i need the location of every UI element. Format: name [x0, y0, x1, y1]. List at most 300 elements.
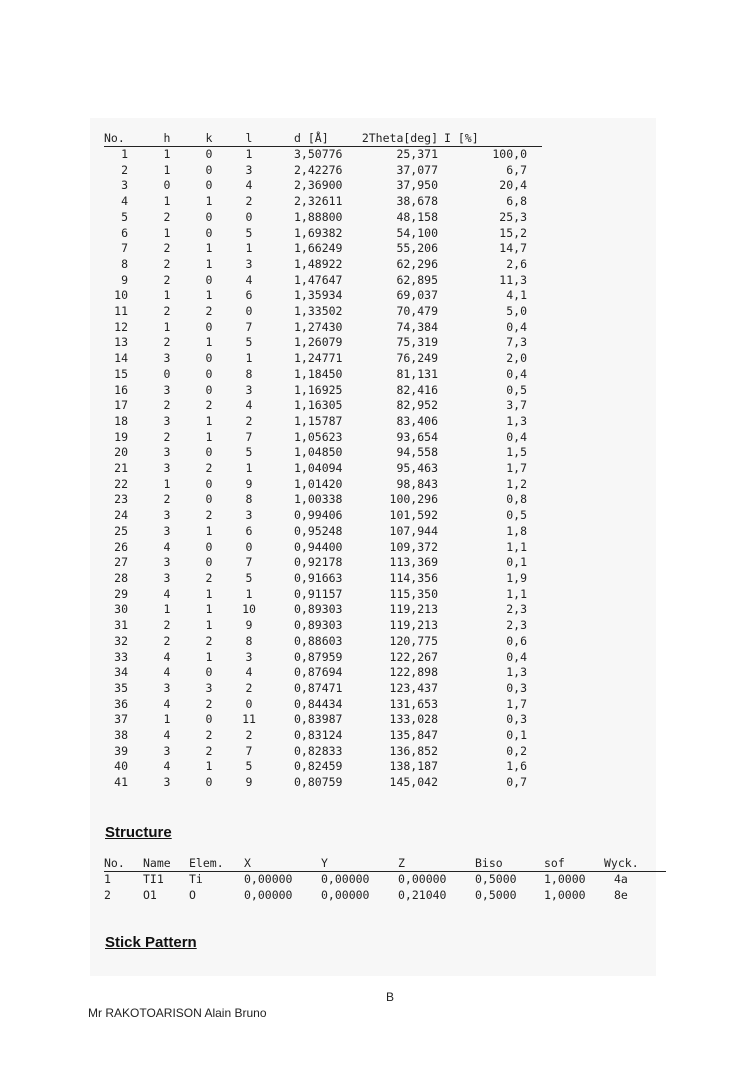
header-d-spacing: d [Å] — [294, 130, 358, 147]
cell-h: 4 — [163, 728, 171, 743]
cell-k: 1 — [205, 335, 213, 350]
cell-intensity: 6,7 — [506, 162, 527, 177]
table-row — [104, 351, 542, 367]
cell-no: 13 — [114, 335, 128, 350]
struct-header-y: Y — [321, 855, 398, 872]
cell-no: 1 — [121, 147, 128, 161]
cell-l: 7 — [245, 319, 253, 334]
cell-z: 0,21040 — [398, 887, 447, 902]
cell-intensity: 0,2 — [506, 743, 527, 758]
cell-k: 0 — [205, 665, 213, 680]
cell-l: 1 — [245, 461, 253, 476]
cell-y: 0,00000 — [321, 887, 370, 902]
cell-no: 15 — [114, 366, 128, 381]
cell-two-theta: 135,847 — [389, 728, 438, 743]
cell-h: 4 — [163, 649, 171, 664]
stick-pattern-heading: Stick Pattern — [105, 934, 197, 951]
cell-two-theta: 115,350 — [389, 586, 438, 601]
cell-intensity: 0,7 — [506, 775, 527, 790]
cell-h: 4 — [163, 665, 171, 680]
table-row — [104, 414, 542, 430]
cell-d-spacing: 1,18450 — [294, 366, 343, 381]
cell-no: 18 — [114, 413, 128, 428]
cell-no: 7 — [121, 241, 128, 256]
cell-h: 2 — [163, 241, 171, 256]
cell-k: 2 — [205, 633, 213, 648]
cell-k: 1 — [205, 586, 213, 601]
cell-intensity: 0,4 — [506, 649, 527, 664]
cell-h: 2 — [163, 398, 171, 413]
header-no: No. — [104, 130, 128, 147]
cell-h: 2 — [163, 429, 171, 444]
cell-h: 2 — [163, 492, 171, 507]
cell-two-theta: 94,558 — [396, 445, 438, 460]
cell-k: 0 — [205, 445, 213, 460]
cell-h: 4 — [163, 759, 171, 774]
cell-intensity: 14,7 — [499, 241, 527, 256]
cell-d-spacing: 2,36900 — [294, 178, 343, 193]
cell-l: 3 — [245, 508, 253, 523]
struct-header-sof: sof — [544, 855, 604, 872]
cell-two-theta: 145,042 — [389, 775, 438, 790]
cell-h: 1 — [163, 288, 171, 303]
table-row — [104, 178, 542, 194]
cell-k: 1 — [205, 523, 213, 538]
struct-header-x: X — [244, 855, 321, 872]
cell-two-theta: 70,479 — [396, 304, 438, 319]
cell-h: 0 — [163, 178, 171, 193]
cell-elem: O — [189, 887, 196, 902]
cell-no: 8 — [121, 256, 128, 271]
table-row — [104, 618, 542, 634]
cell-k: 2 — [205, 508, 213, 523]
table-row — [104, 288, 542, 304]
cell-no: 23 — [114, 492, 128, 507]
cell-k: 0 — [205, 539, 213, 554]
cell-d-spacing: 0,88603 — [294, 633, 343, 648]
cell-d-spacing: 2,42276 — [294, 162, 343, 177]
cell-d-spacing: 1,27430 — [294, 319, 343, 334]
cell-d-spacing: 0,87694 — [294, 665, 343, 680]
cell-intensity: 1,7 — [506, 461, 527, 476]
cell-no: 41 — [114, 775, 128, 790]
cell-no: 39 — [114, 743, 128, 758]
cell-intensity: 2,6 — [506, 256, 527, 271]
cell-k: 1 — [205, 429, 213, 444]
structure-header-row — [104, 855, 666, 872]
cell-d-spacing: 3,50776 — [294, 147, 343, 161]
cell-l: 1 — [245, 147, 253, 161]
cell-l: 4 — [245, 178, 253, 193]
cell-d-spacing: 2,32611 — [294, 194, 343, 209]
cell-d-spacing: 1,01420 — [294, 476, 343, 491]
cell-h: 1 — [163, 162, 171, 177]
table-row — [104, 461, 542, 477]
cell-intensity: 1,6 — [506, 759, 527, 774]
header-two-theta: 2Theta[deg] — [358, 130, 438, 147]
cell-l: 0 — [245, 696, 253, 711]
cell-intensity: 0,4 — [506, 429, 527, 444]
header-k: k — [205, 131, 213, 145]
cell-y: 0,00000 — [321, 872, 370, 886]
cell-h: 4 — [163, 539, 171, 554]
cell-d-spacing: 1,24771 — [294, 351, 343, 366]
struct-header-wyck: Wyck. — [604, 855, 666, 872]
cell-l: 5 — [245, 335, 253, 350]
table-row — [104, 697, 542, 713]
cell-intensity: 11,3 — [499, 272, 527, 287]
cell-h: 3 — [163, 461, 171, 476]
cell-l: 10 — [242, 602, 256, 617]
cell-l: 7 — [245, 555, 253, 570]
cell-wyck: 4a — [614, 872, 628, 886]
table-row — [104, 665, 542, 681]
table-row — [104, 888, 666, 904]
cell-h: 3 — [163, 382, 171, 397]
table-row — [104, 775, 542, 791]
cell-name: O1 — [143, 887, 157, 902]
cell-intensity: 1,9 — [506, 570, 527, 585]
cell-h: 2 — [163, 304, 171, 319]
cell-d-spacing: 0,91663 — [294, 570, 343, 585]
cell-two-theta: 119,213 — [389, 618, 438, 633]
table-row — [104, 712, 542, 728]
cell-k: 0 — [205, 272, 213, 287]
cell-name: TI1 — [143, 872, 164, 886]
cell-sof: 1,0000 — [544, 872, 586, 886]
cell-k: 0 — [205, 712, 213, 727]
cell-k: 2 — [205, 728, 213, 743]
cell-no: 27 — [114, 555, 128, 570]
cell-h: 2 — [163, 335, 171, 350]
cell-no: 3 — [121, 178, 128, 193]
cell-two-theta: 55,206 — [396, 241, 438, 256]
cell-h: 3 — [163, 508, 171, 523]
cell-d-spacing: 0,91157 — [294, 586, 343, 601]
table-row — [104, 492, 542, 508]
cell-two-theta: 38,678 — [396, 194, 438, 209]
cell-intensity: 1,2 — [506, 476, 527, 491]
cell-d-spacing: 0,87471 — [294, 680, 343, 695]
cell-d-spacing: 1,35934 — [294, 288, 343, 303]
cell-intensity: 1,1 — [506, 539, 527, 554]
cell-intensity: 15,2 — [499, 225, 527, 240]
cell-l: 5 — [245, 759, 253, 774]
table-row — [104, 744, 542, 760]
page-number: B — [385, 990, 394, 1004]
struct-header-elem: Elem. — [189, 855, 244, 872]
cell-two-theta: 109,372 — [389, 539, 438, 554]
cell-no: 22 — [114, 476, 128, 491]
cell-wyck: 8e — [614, 887, 628, 902]
cell-two-theta: 120,775 — [389, 633, 438, 648]
table-row — [104, 728, 542, 744]
cell-intensity: 0,3 — [506, 712, 527, 727]
cell-l: 3 — [245, 256, 253, 271]
cell-d-spacing: 0,94400 — [294, 539, 343, 554]
cell-h: 4 — [163, 696, 171, 711]
table-row — [104, 634, 542, 650]
cell-no: 16 — [114, 382, 128, 397]
cell-d-spacing: 0,87959 — [294, 649, 343, 664]
cell-h: 3 — [163, 523, 171, 538]
cell-h: 2 — [163, 272, 171, 287]
cell-intensity: 1,3 — [506, 665, 527, 680]
cell-l: 2 — [245, 194, 253, 209]
cell-k: 0 — [205, 492, 213, 507]
table-row — [104, 555, 542, 571]
cell-d-spacing: 1,15787 — [294, 413, 343, 428]
cell-l: 9 — [245, 775, 253, 790]
cell-intensity: 2,0 — [506, 351, 527, 366]
cell-k: 0 — [205, 225, 213, 240]
cell-two-theta: 113,369 — [389, 555, 438, 570]
cell-d-spacing: 1,04094 — [294, 461, 343, 476]
table-row — [104, 304, 542, 320]
cell-intensity: 0,8 — [506, 492, 527, 507]
table-row — [104, 163, 542, 179]
cell-intensity: 0,1 — [506, 555, 527, 570]
cell-intensity: 20,4 — [499, 178, 527, 193]
author-footer: Mr RAKOTOARISON Alain Bruno — [88, 1006, 267, 1020]
cell-intensity: 0,4 — [506, 319, 527, 334]
cell-two-theta: 48,158 — [396, 209, 438, 224]
cell-no: 38 — [114, 728, 128, 743]
cell-l: 8 — [245, 633, 253, 648]
cell-h: 1 — [163, 147, 171, 161]
cell-two-theta: 69,037 — [396, 288, 438, 303]
cell-no: 10 — [114, 288, 128, 303]
cell-l: 0 — [245, 304, 253, 319]
cell-k: 1 — [205, 602, 213, 617]
cell-k: 1 — [205, 413, 213, 428]
cell-two-theta: 54,100 — [396, 225, 438, 240]
cell-no: 5 — [121, 209, 128, 224]
table-row — [104, 226, 542, 242]
structure-body — [104, 872, 666, 904]
cell-l: 8 — [245, 366, 253, 381]
cell-d-spacing: 0,82459 — [294, 759, 343, 774]
cell-h: 2 — [163, 209, 171, 224]
header-l: l — [242, 130, 256, 147]
cell-h: 2 — [163, 618, 171, 633]
cell-no: 2 — [121, 162, 128, 177]
cell-intensity: 0,4 — [506, 366, 527, 381]
cell-two-theta: 107,944 — [389, 523, 438, 538]
cell-l: 1 — [245, 586, 253, 601]
cell-no: 26 — [114, 539, 128, 554]
cell-d-spacing: 1,66249 — [294, 241, 343, 256]
cell-d-spacing: 0,89303 — [294, 602, 343, 617]
cell-l: 1 — [245, 241, 253, 256]
cell-k: 0 — [205, 476, 213, 491]
cell-two-theta: 62,296 — [396, 256, 438, 271]
cell-no: 28 — [114, 570, 128, 585]
table-row — [104, 681, 542, 697]
header-intensity: I [%] — [438, 130, 527, 147]
cell-no: 2 — [104, 887, 111, 902]
table-row — [104, 430, 542, 446]
table-row — [104, 335, 542, 351]
cell-elem: Ti — [189, 872, 203, 886]
reflections-header-row — [104, 130, 542, 147]
cell-l: 0 — [245, 209, 253, 224]
cell-x: 0,00000 — [244, 887, 293, 902]
cell-h: 1 — [163, 602, 171, 617]
cell-no: 17 — [114, 398, 128, 413]
cell-intensity: 7,3 — [506, 335, 527, 350]
cell-l: 3 — [245, 649, 253, 664]
cell-two-theta: 122,898 — [389, 665, 438, 680]
cell-d-spacing: 0,83987 — [294, 712, 343, 727]
cell-d-spacing: 0,83124 — [294, 728, 343, 743]
cell-d-spacing: 1,04850 — [294, 445, 343, 460]
cell-no: 33 — [114, 649, 128, 664]
struct-header-no: No. — [104, 855, 143, 872]
cell-d-spacing: 1,69382 — [294, 225, 343, 240]
cell-two-theta: 138,187 — [389, 759, 438, 774]
cell-k: 0 — [205, 775, 213, 790]
cell-l: 7 — [245, 429, 253, 444]
cell-l: 7 — [245, 743, 253, 758]
cell-two-theta: 101,592 — [389, 508, 438, 523]
table-row — [104, 257, 542, 273]
table-row — [104, 194, 542, 210]
cell-k: 2 — [205, 570, 213, 585]
cell-intensity: 0,1 — [506, 728, 527, 743]
reflections-body — [104, 147, 542, 791]
cell-l: 2 — [245, 728, 253, 743]
reflections-table — [104, 130, 542, 791]
struct-header-name: Name — [143, 855, 189, 872]
cell-h: 1 — [163, 194, 171, 209]
cell-two-theta: 62,895 — [396, 272, 438, 287]
table-row — [104, 398, 542, 414]
cell-d-spacing: 0,95248 — [294, 523, 343, 538]
cell-two-theta: 100,296 — [389, 492, 438, 507]
cell-intensity: 1,7 — [506, 696, 527, 711]
cell-intensity: 2,3 — [506, 618, 527, 633]
cell-d-spacing: 1,16925 — [294, 382, 343, 397]
cell-l: 5 — [245, 225, 253, 240]
cell-no: 20 — [114, 445, 128, 460]
cell-no: 24 — [114, 508, 128, 523]
cell-k: 2 — [205, 398, 213, 413]
cell-l: 5 — [245, 445, 253, 460]
cell-k: 1 — [205, 241, 213, 256]
cell-h: 0 — [163, 366, 171, 381]
cell-h: 1 — [163, 712, 171, 727]
cell-d-spacing: 1,00338 — [294, 492, 343, 507]
cell-k: 2 — [205, 743, 213, 758]
cell-l: 3 — [245, 162, 253, 177]
cell-intensity: 3,7 — [506, 398, 527, 413]
cell-l: 5 — [245, 570, 253, 585]
cell-l: 9 — [245, 618, 253, 633]
table-row — [104, 759, 542, 775]
table-row — [104, 320, 542, 336]
cell-two-theta: 37,950 — [396, 178, 438, 193]
cell-l: 1 — [245, 351, 253, 366]
struct-header-biso: Biso — [475, 855, 544, 872]
cell-two-theta: 93,654 — [396, 429, 438, 444]
cell-h: 2 — [163, 633, 171, 648]
cell-h: 1 — [163, 476, 171, 491]
cell-intensity: 100,0 — [492, 147, 527, 161]
cell-two-theta: 83,406 — [396, 413, 438, 428]
cell-d-spacing: 0,89303 — [294, 618, 343, 633]
cell-intensity: 2,3 — [506, 602, 527, 617]
cell-k: 0 — [205, 209, 213, 224]
cell-x: 0,00000 — [244, 872, 293, 886]
cell-d-spacing: 1,26079 — [294, 335, 343, 350]
cell-l: 2 — [245, 680, 253, 695]
cell-no: 6 — [121, 225, 128, 240]
cell-no: 36 — [114, 696, 128, 711]
cell-l: 2 — [245, 413, 253, 428]
table-row — [104, 273, 542, 289]
cell-k: 2 — [205, 696, 213, 711]
cell-two-theta: 76,249 — [396, 351, 438, 366]
cell-no: 1 — [104, 872, 111, 886]
cell-intensity: 0,6 — [506, 633, 527, 648]
cell-k: 1 — [205, 649, 213, 664]
cell-no: 11 — [114, 304, 128, 319]
cell-k: 1 — [205, 194, 213, 209]
cell-two-theta: 131,653 — [389, 696, 438, 711]
structure-table — [104, 855, 666, 903]
cell-two-theta: 95,463 — [396, 461, 438, 476]
table-row — [104, 210, 542, 226]
cell-h: 3 — [163, 351, 171, 366]
cell-h: 3 — [163, 680, 171, 695]
cell-no: 29 — [114, 586, 128, 601]
cell-two-theta: 82,952 — [396, 398, 438, 413]
cell-k: 3 — [205, 680, 213, 695]
cell-two-theta: 136,852 — [389, 743, 438, 758]
cell-no: 4 — [121, 194, 128, 209]
cell-z: 0,00000 — [398, 872, 447, 886]
cell-h: 4 — [163, 586, 171, 601]
cell-h: 3 — [163, 743, 171, 758]
header-h: h — [163, 131, 171, 145]
cell-h: 3 — [163, 775, 171, 790]
cell-intensity: 0,5 — [506, 508, 527, 523]
table-row — [104, 383, 542, 399]
cell-no: 14 — [114, 351, 128, 366]
cell-d-spacing: 1,48922 — [294, 256, 343, 271]
cell-l: 3 — [245, 382, 253, 397]
cell-h: 1 — [163, 319, 171, 334]
cell-l: 8 — [245, 492, 253, 507]
cell-l: 4 — [245, 398, 253, 413]
cell-k: 0 — [205, 366, 213, 381]
table-row — [104, 872, 666, 888]
cell-biso: 0,5000 — [475, 887, 517, 902]
cell-no: 37 — [114, 712, 128, 727]
cell-k: 0 — [205, 162, 213, 177]
cell-k: 2 — [205, 304, 213, 319]
cell-no: 21 — [114, 461, 128, 476]
cell-d-spacing: 0,82833 — [294, 743, 343, 758]
cell-intensity: 4,1 — [506, 288, 527, 303]
cell-no: 9 — [121, 272, 128, 287]
cell-intensity: 0,5 — [506, 382, 527, 397]
table-row — [104, 241, 542, 257]
cell-k: 0 — [205, 147, 213, 161]
cell-intensity: 25,3 — [499, 209, 527, 224]
cell-k: 1 — [205, 759, 213, 774]
